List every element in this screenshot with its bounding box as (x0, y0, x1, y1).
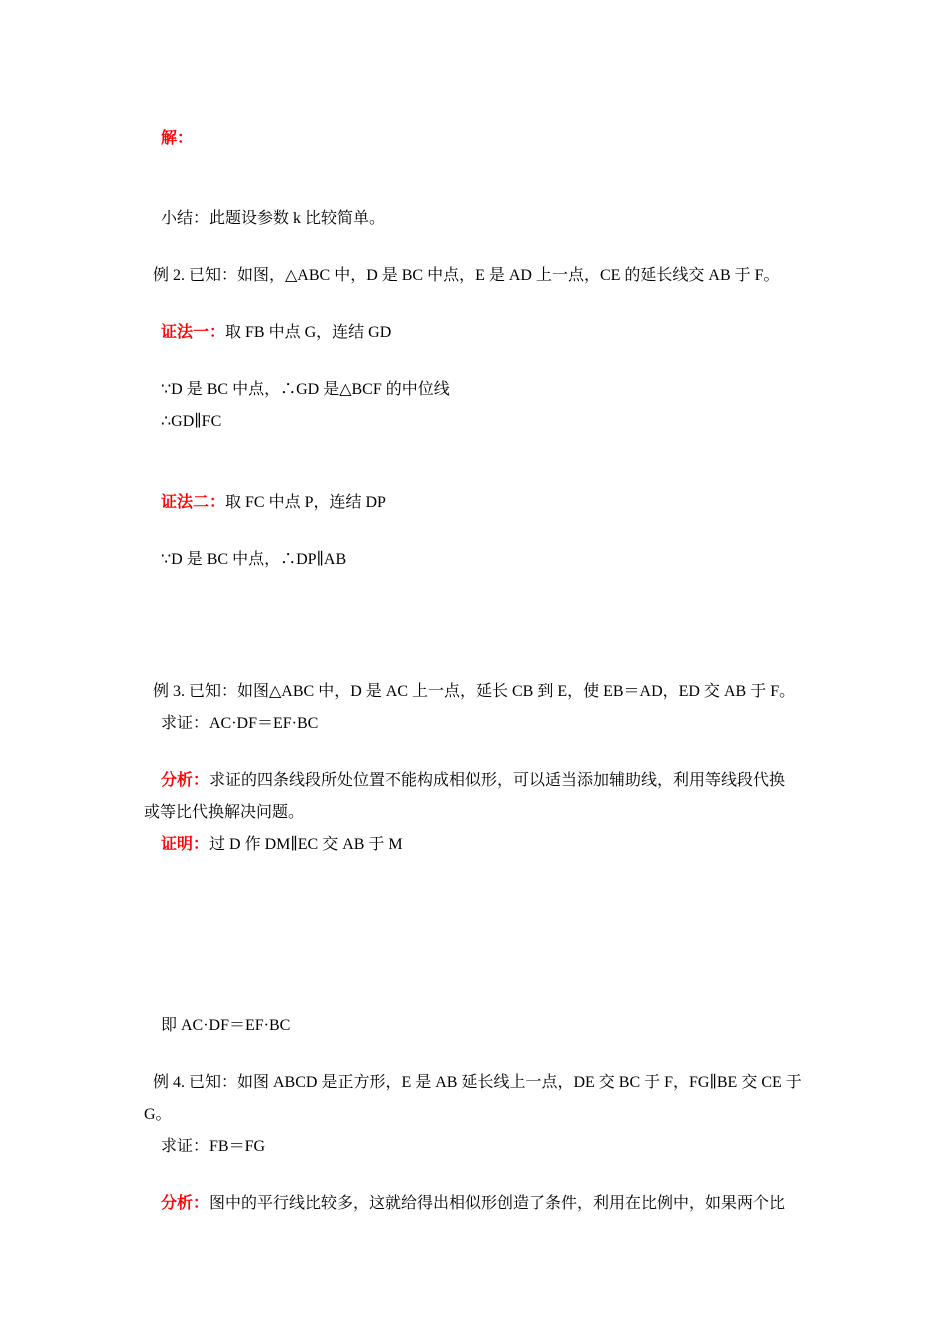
method-1-label: 证法一： (161, 324, 226, 341)
analysis-text: 图中的平行线比较多，这就给得出相似形创造了条件，利用在比例中，如果两个比 (209, 1195, 786, 1212)
example-4-statement-line-1: 例 4. 已知：如图 ABCD 是正方形，E 是 AB 延长线上一点，DE 交 BC 于 F，FG∥BE 交 CE 于 (153, 1074, 802, 1091)
example-2-method-1-step-2: ∴GD∥FC (161, 413, 222, 430)
example-4-analysis (161, 1193, 785, 1215)
example-2-method-1 (161, 322, 391, 344)
method-1-text: 取 FB 中点 G，连结 GD (225, 324, 392, 341)
example-3-analysis-line-2: 或等比代换解决问题。 (144, 804, 305, 821)
method-2-label: 证法二： (161, 494, 226, 511)
summary-line: 小结：此题设参数 k 比较简单。 (161, 210, 386, 227)
proof-text: 过 D 作 DM∥EC 交 AB 于 M (209, 836, 403, 853)
example-2-method-1-step-1: ∵D 是 BC 中点，∴GD 是△BCF 的中位线 (161, 381, 450, 398)
solution-label: 解： (161, 130, 194, 147)
example-3-statement: 例 3. 已知：如图△ABC 中，D 是 AC 上一点，延长 CB 到 E，使 EB＝AD，ED 交 AB 于 F。 (153, 683, 796, 700)
example-3-conclusion: 即 AC·DF＝EF·BC (161, 1017, 291, 1034)
example-2-method-2-step-1: ∵D 是 BC 中点，∴DP∥AB (161, 551, 347, 568)
example-3-proof (161, 834, 403, 856)
example-2-method-2 (161, 492, 386, 514)
analysis-label: 分析： (161, 772, 210, 789)
example-2-statement: 例 2. 已知：如图，△ABC 中，D 是 BC 中点，E 是 AD 上一点，CE 的延长线交 AB 于 F。 (153, 267, 780, 284)
proof-label: 证明： (161, 836, 210, 853)
example-4-prove: 求证：FB＝FG (161, 1138, 266, 1155)
example-4-statement-line-2: G。 (144, 1106, 172, 1123)
example-3-analysis-line-1 (161, 770, 785, 792)
analysis-label: 分析： (161, 1195, 210, 1212)
method-2-text: 取 FC 中点 P，连结 DP (225, 494, 386, 511)
solution-line (161, 128, 193, 150)
analysis-text: 求证的四条线段所处位置不能构成相似形，可以适当添加辅助线，利用等线段代换 (209, 772, 786, 789)
example-3-prove: 求证：AC·DF＝EF·BC (161, 715, 319, 732)
